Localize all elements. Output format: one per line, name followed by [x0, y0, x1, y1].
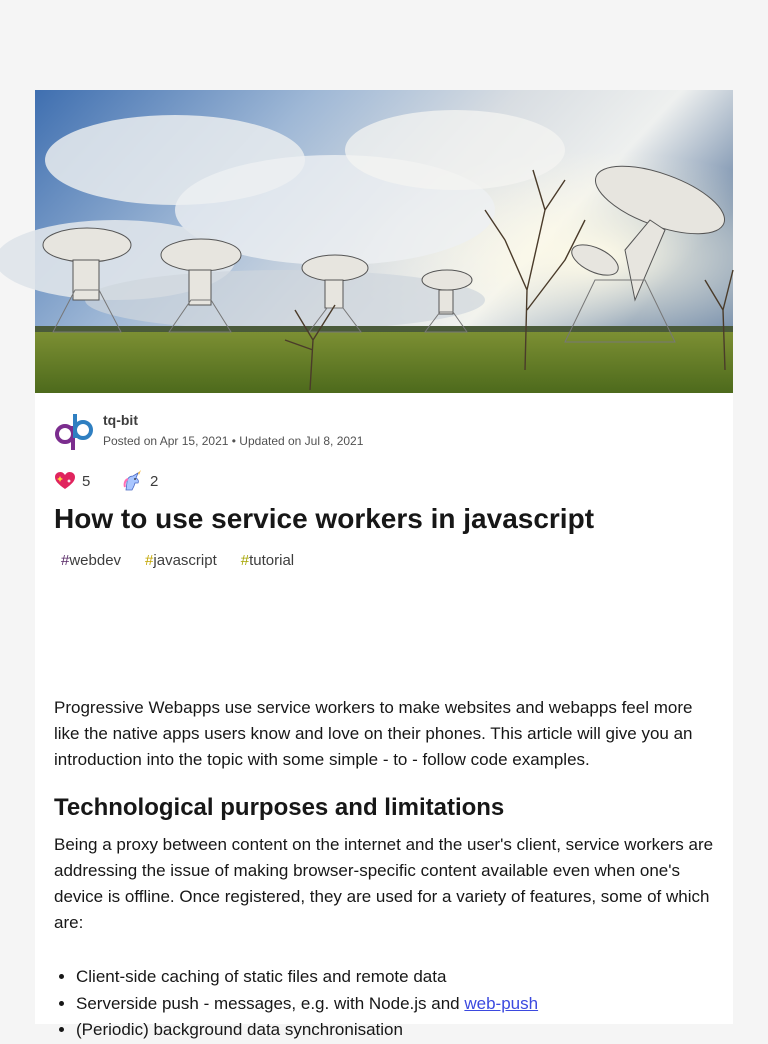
tag-label: javascript: [153, 552, 217, 569]
tag-label: tutorial: [249, 552, 295, 569]
author-name[interactable]: tq-bit: [103, 412, 138, 428]
tag-hash: #: [145, 552, 154, 569]
reactions-bar: [54, 468, 354, 494]
tag-hash: #: [61, 552, 70, 569]
unicorn-count: 2: [150, 472, 159, 490]
reaction-heart[interactable]: [54, 468, 90, 494]
sparkle-heart-icon: [54, 470, 76, 492]
web-push-link[interactable]: web-push: [464, 993, 539, 1013]
feature-list: [54, 964, 716, 1044]
tag-label: webdev: [69, 552, 122, 569]
section-paragraph: Being a proxy between content on the internet and the user's client, service workers are addressing the issue of making browser-specific content available even when one's device is offline. Once registered, they are used for a variety of features, some of which are:: [54, 835, 714, 932]
author-row: [54, 410, 714, 454]
cover-image: [35, 90, 733, 393]
list-item-text: Serverside push - messages, e.g. with Node.js and: [76, 993, 465, 1013]
list-item: [76, 991, 716, 1018]
article-title: How to use service workers in javascript: [54, 503, 595, 534]
list-item-text: Client-side caching of static files and remote data: [76, 967, 447, 986]
list-item: [76, 1017, 716, 1044]
section-heading: Technological purposes and limitations: [54, 794, 505, 821]
tag-list: [56, 550, 299, 571]
tag-tutorial[interactable]: [236, 550, 299, 571]
list-item: [76, 964, 716, 991]
tag-webdev[interactable]: [56, 550, 126, 571]
list-item-text: (Periodic) background data synchronisation: [76, 1020, 403, 1039]
heart-count: 5: [82, 472, 91, 490]
author-avatar-logo[interactable]: [54, 412, 94, 452]
tag-javascript[interactable]: [140, 550, 222, 571]
article-card: [35, 90, 733, 1039]
reaction-unicorn[interactable]: [122, 468, 158, 494]
post-date: Posted on Apr 15, 2021 • Updated on Jul 8, 2021: [103, 434, 364, 448]
intro-paragraph: Progressive Webapps use service workers to make websites and webapps feel more like the native apps users know and love on their phones. This article will give you an introduction into the topic with some simple - to - follow code examples.: [54, 698, 693, 769]
unicorn-icon: [122, 470, 144, 492]
tag-hash: #: [240, 552, 250, 569]
